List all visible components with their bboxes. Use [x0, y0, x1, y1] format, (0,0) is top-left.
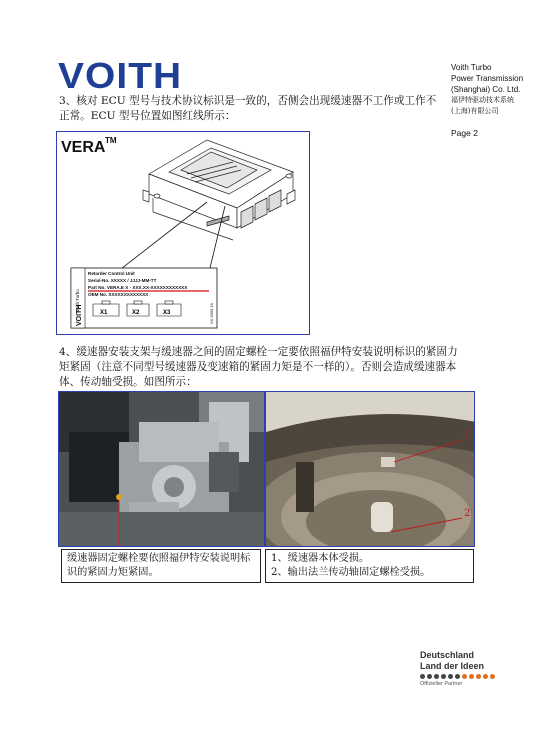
dot — [434, 674, 439, 679]
company-line: Power Transmission — [451, 74, 524, 83]
connector-label: X2 — [132, 310, 140, 316]
marker-1: 1 — [464, 430, 471, 441]
vera-brand: VERA — [61, 139, 106, 156]
vera-ecu-figure — [56, 131, 310, 335]
marker-2: 2 — [464, 508, 471, 519]
section-3-paragraph: 3、核对 ECU 型号与技术协议标识是一致的，否侧会出现缓速器不工作或工作不正常。ECU 型号位置如图红线所示： — [59, 95, 437, 122]
pointer-line — [117, 202, 207, 272]
footer-line-1: Deutschland — [420, 650, 475, 660]
footer-dot-row — [420, 674, 495, 679]
connector-label: X1 — [100, 310, 108, 316]
dot — [427, 674, 432, 679]
dot — [448, 674, 453, 679]
retarder-mount-photo — [58, 391, 265, 547]
connector-label: X3 — [163, 310, 171, 316]
footer-line-2: Land der Ideen — [420, 661, 485, 671]
label-line-3: Part No. VERA.E X - XXX.XX-XXXXXXXXXXXX — [88, 285, 188, 290]
company-line: Voith Turbo — [451, 63, 492, 72]
company-line: (上海)有限公司 — [451, 107, 499, 115]
footer-partner: Offizieller Partner — [420, 681, 463, 687]
caption-left: 缓速器固定螺栓要依照福伊特安装说明标识的紧固力矩紧固。 — [61, 549, 261, 583]
dot — [469, 674, 474, 679]
company-line: (Shanghai) Co. Ltd. — [451, 85, 521, 94]
label-line-4: OEM No. XXXXXXXXXXXXX — [88, 292, 149, 297]
label-side-text: Voith Turbo — [75, 289, 80, 312]
label-code: XX 5999 19 — [209, 303, 214, 324]
label-plate — [71, 268, 217, 328]
company-address-block — [451, 62, 523, 117]
voith-logo: VOITH — [58, 55, 183, 96]
marker-leader-lines — [266, 392, 475, 547]
dot — [490, 674, 495, 679]
damaged-flange-photo — [265, 391, 475, 547]
company-line: 福伊特驱动技术系统 — [451, 96, 514, 104]
deutschland-land-der-ideen-logo — [420, 650, 495, 687]
caption-right — [265, 549, 474, 583]
ecu-housing-drawing — [143, 140, 295, 240]
retarder-photo-figure — [58, 391, 475, 583]
page-number: Page 2 — [451, 128, 478, 138]
dot — [462, 674, 467, 679]
label-voith-text: VOITH — [76, 304, 83, 326]
dot — [455, 674, 460, 679]
caption-right-line-2: 2、输出法兰传动轴固定螺栓受损。 — [271, 567, 431, 578]
section-4-paragraph: 4、缓速器安装支架与缓速器之间的固定螺栓一定要依照福伊特安装说明标识的紧固力矩紧固（注意不同型号缓速器及变速箱的紧固力矩是不一样的）。否则会造成缓速器本体、传动轴受损。如图所示： — [59, 346, 458, 388]
caption-right-line-1: 1、缓速器本体受损。 — [271, 553, 370, 564]
label-line-2: Serial-No. XXXXX / JJJJ-MM-TT — [88, 278, 157, 283]
label-line-1: Retarder Control Unit — [88, 271, 135, 276]
dot — [420, 674, 425, 679]
dot — [441, 674, 446, 679]
ecu-illustration — [57, 132, 309, 334]
trademark-mark: TM — [105, 136, 117, 145]
dot — [483, 674, 488, 679]
dot — [476, 674, 481, 679]
